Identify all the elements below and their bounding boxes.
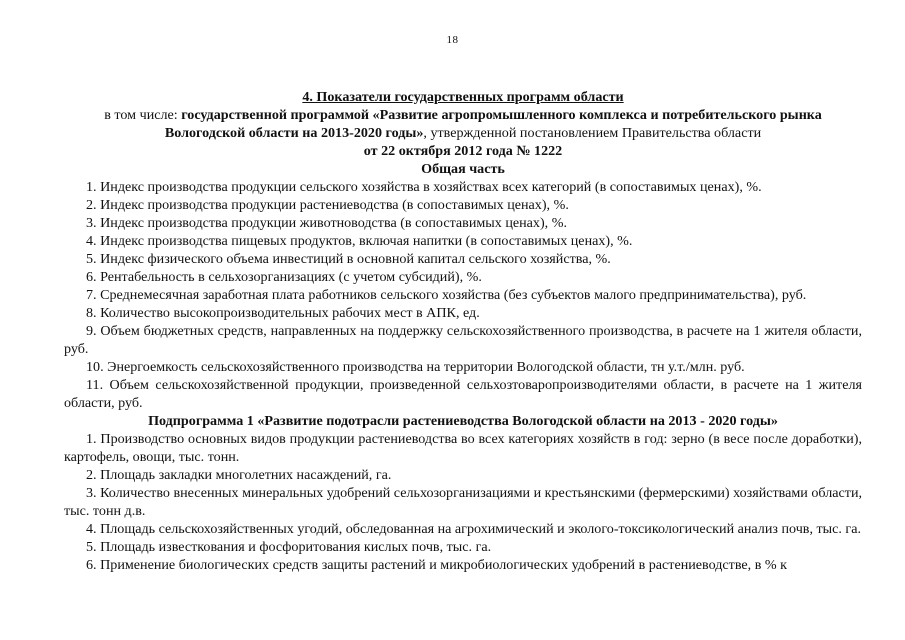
- list-item: 1. Индекс производства продукции сельского хозяйства в хозяйствах всех категорий (в сопоставимых ценах), %.: [86, 179, 762, 195]
- list-item: 3. Количество внесенных минеральных удобрений сельхозорганизациями и крестьянскими (фермерскими) хозяйствами области, тыс. тонн д.в.: [64, 485, 863, 519]
- subprogram-1-title: Подпрограмма 1 «Развитие подотрасли растениеводства Вологодской области на 2013 - 2020 годы»: [148, 413, 778, 429]
- general-part-title: Общая часть: [421, 161, 505, 177]
- general-part-list: [64, 178, 862, 412]
- list-item: 8. Количество высокопроизводительных рабочих мест в АПК, ед.: [86, 305, 480, 321]
- list-item: 2. Площадь закладки многолетних насаждений, га.: [86, 467, 392, 483]
- program-intro-line-2: [64, 124, 862, 142]
- list-item: 5. Индекс физического объема инвестиций в основной капитал сельского хозяйства, %.: [86, 251, 611, 267]
- program-name-part-1: государственной программой «Развитие агропромышленного комплекса и потребительского рынка: [181, 107, 822, 123]
- document-body: [64, 88, 862, 574]
- list-item: 9. Объем бюджетных средств, направленных на поддержку сельскохозяйственного производства, в расчете на 1 жителя области, руб.: [64, 323, 862, 357]
- list-item: 2. Индекс производства продукции растениеводства (в сопоставимых ценах), %.: [86, 197, 569, 213]
- program-intro-prefix: в том числе:: [104, 107, 182, 123]
- list-item: 5. Площадь известкования и фосфоритования кислых почв, тыс. га.: [86, 539, 492, 555]
- list-item: 1. Производство основных видов продукции растениеводства во всех категориях хозяйств в год: зерно (в весе после доработки), картофель, овощи, тыс. тонн.: [64, 431, 862, 465]
- program-intro-line-1: [64, 106, 862, 124]
- page-number: 18: [446, 34, 459, 46]
- program-decree-date: от 22 октября 2012 года № 1222: [363, 143, 563, 159]
- subprogram-1-list: [64, 430, 862, 574]
- program-name-part-2: Вологодской области на 2013-2020 годы»: [164, 125, 424, 141]
- program-intro-line-3: [64, 142, 862, 160]
- program-approval-text: , утвержденной постановлением Правительства области: [423, 125, 762, 141]
- list-item: 3. Индекс производства продукции животноводства (в сопоставимых ценах), %.: [86, 215, 567, 231]
- list-item: 4. Площадь сельскохозяйственных угодий, обследованная на агрохимический и эколого-токсикологический анализ почв, тыс. га.: [86, 521, 861, 537]
- list-item: 6. Рентабельность в сельхозорганизациях (с учетом субсидий), %.: [86, 269, 482, 285]
- list-item: 11. Объем сельскохозяйственной продукции, произведенной сельхозтоваропроизводителями области, в расчете на 1 жителя области, руб.: [64, 377, 862, 411]
- section-title: 4. Показатели государственных программ области: [302, 89, 624, 105]
- list-item: 10. Энергоемкость сельскохозяйственного производства на территории Вологодской области, тн у.т./млн. руб.: [86, 359, 745, 375]
- list-item: 7. Среднемесячная заработная плата работников сельского хозяйства (без субъектов малого предпринимательства), руб.: [86, 287, 807, 303]
- list-item: 4. Индекс производства пищевых продуктов, включая напитки (в сопоставимых ценах), %.: [86, 233, 633, 249]
- list-item: 6. Применение биологических средств защиты растений и микробиологических удобрений в растениеводстве, в % к: [86, 557, 788, 573]
